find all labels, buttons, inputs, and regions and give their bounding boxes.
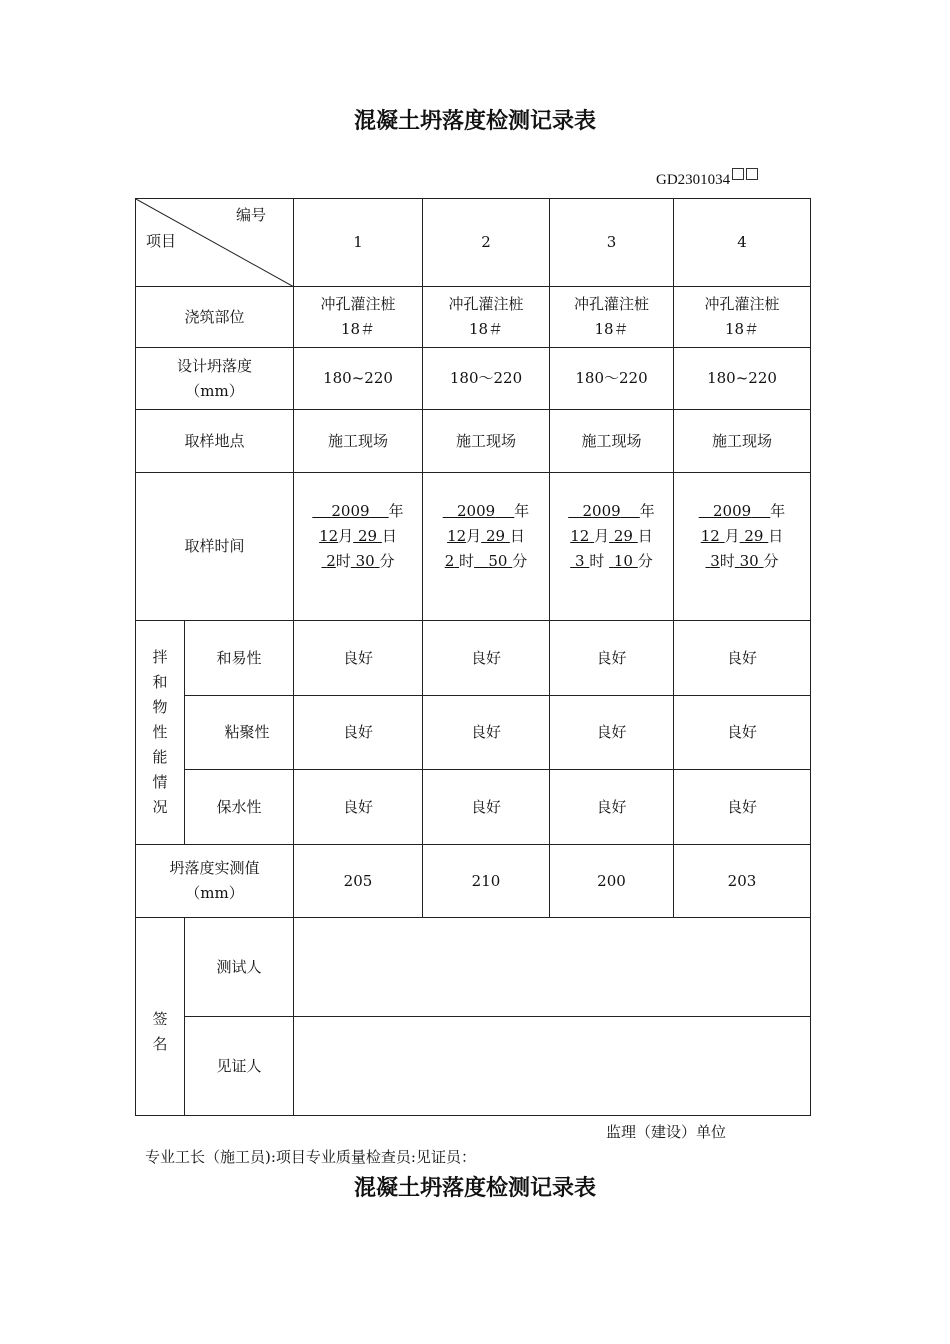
- unit: 月: [338, 527, 354, 545]
- row-label: 保水性: [185, 770, 294, 845]
- witness-label: 见证人: [185, 1017, 294, 1116]
- minute-value: 30: [355, 552, 375, 570]
- month-value: 12: [570, 527, 590, 545]
- row-label: [136, 845, 294, 918]
- measured-slump-cell: 200: [550, 845, 674, 918]
- label-line: 设计坍落度: [176, 356, 252, 375]
- water-retention-cell: 良好: [674, 770, 811, 845]
- supervisor-unit-label: 监理（建设）单位: [606, 1123, 727, 1141]
- water-retention-cell: 良好: [294, 770, 423, 845]
- sampling-site-cell: 施工现场: [423, 410, 550, 473]
- cohesion-cell: 良好: [674, 696, 811, 770]
- unit: 日: [768, 527, 784, 545]
- unit: 分: [512, 552, 528, 570]
- year-value: 2009: [713, 502, 752, 520]
- unit: 分: [637, 552, 653, 570]
- pour-location-cell: [550, 287, 674, 348]
- row-label: 粘聚性: [185, 696, 294, 770]
- minute-value: 50: [488, 552, 508, 570]
- row-header-label: 项目: [146, 232, 177, 250]
- sampling-site-cell: 施工现场: [550, 410, 674, 473]
- diagonal-header-cell: [136, 199, 294, 287]
- signature-group-label: 签 名: [136, 918, 185, 1116]
- sampling-site-row: [136, 410, 811, 473]
- row-label: [136, 348, 294, 410]
- column-number: 4: [674, 199, 811, 287]
- workability-cell: 良好: [294, 621, 423, 696]
- column-header-label: 编号: [236, 206, 267, 224]
- cell-line: 冲孔灌注桩: [573, 295, 649, 313]
- day-value: 29: [358, 527, 378, 545]
- water-retention-cell: 良好: [423, 770, 550, 845]
- hour-value: 2: [444, 552, 455, 570]
- sampling-site-cell: 施工现场: [294, 410, 423, 473]
- document-number-text: GD2301034: [656, 172, 731, 188]
- pour-location-cell: [294, 287, 423, 348]
- unit: 时: [719, 552, 735, 570]
- row-label: 和易性: [185, 621, 294, 696]
- mix-group-label: 拌 和 物 性 能 情 况: [136, 621, 185, 845]
- workability-cell: 良好: [550, 621, 674, 696]
- design-slump-row: [136, 348, 811, 410]
- unit: 时: [589, 552, 605, 570]
- pour-location-cell: [423, 287, 550, 348]
- design-slump-cell: 180～220: [550, 348, 674, 410]
- day-value: 29: [744, 527, 764, 545]
- year-value: 2009: [582, 502, 621, 520]
- unit: 日: [381, 527, 397, 545]
- document-number: [656, 168, 758, 189]
- tester-label: 测试人: [185, 918, 294, 1017]
- pour-location-row: [136, 287, 811, 348]
- unit: 年: [388, 502, 404, 520]
- column-number: 1: [294, 199, 423, 287]
- row-label: 取样时间: [136, 473, 294, 621]
- month-value: 12: [319, 527, 339, 545]
- year-value: 2009: [457, 502, 496, 520]
- cell-line: 18＃: [340, 320, 376, 338]
- sampling-time-row: [136, 473, 811, 621]
- day-value: 29: [613, 527, 633, 545]
- design-slump-cell: 180~220: [294, 348, 423, 410]
- month-value: 12: [700, 527, 720, 545]
- cell-line: 18＃: [724, 320, 760, 338]
- column-number: 2: [423, 199, 550, 287]
- cohesion-cell: 良好: [294, 696, 423, 770]
- month-value: 12: [447, 527, 467, 545]
- unit: 分: [379, 552, 395, 570]
- unit: 时: [335, 552, 351, 570]
- unit: 年: [770, 502, 786, 520]
- row-label: 浇筑部位: [136, 287, 294, 348]
- workability-cell: 良好: [674, 621, 811, 696]
- cohesion-row: [136, 696, 811, 770]
- tester-signature-field[interactable]: [294, 918, 811, 1017]
- unit: 分: [763, 552, 779, 570]
- label-line: （mm）: [185, 381, 244, 400]
- cell-line: 18＃: [594, 320, 629, 338]
- checkbox-icon: [732, 168, 744, 180]
- cell-line: 冲孔灌注桩: [448, 295, 524, 313]
- unit: 年: [514, 502, 530, 520]
- witness-signature-field[interactable]: [294, 1017, 811, 1116]
- pour-location-cell: [674, 287, 811, 348]
- label-line: 坍落度实测值: [169, 859, 260, 877]
- label-line: （mm）: [185, 884, 244, 902]
- sampling-site-cell: 施工现场: [674, 410, 811, 473]
- sampling-time-cell: [674, 473, 811, 621]
- header-row: [136, 199, 811, 287]
- cell-line: 冲孔灌注桩: [704, 295, 780, 313]
- cohesion-cell: 良好: [423, 696, 550, 770]
- water-retention-cell: 良好: [550, 770, 674, 845]
- water-retention-row: [136, 770, 811, 845]
- measured-slump-cell: 203: [674, 845, 811, 918]
- hour-value: 3: [710, 552, 720, 570]
- hour-value: 3: [574, 552, 585, 570]
- unit: 年: [639, 502, 655, 520]
- slump-record-table: [135, 198, 811, 1116]
- minute-value: 30: [739, 552, 759, 570]
- unit: 时: [459, 552, 475, 570]
- signers-line: 专业工长（施工员):项目专业质量检查员:见证员：: [145, 1148, 476, 1166]
- tester-row: [136, 918, 811, 1017]
- cell-line: 冲孔灌注桩: [320, 295, 396, 313]
- design-slump-cell: 180~220: [674, 348, 811, 410]
- page-title: 混凝土坍落度检测记录表: [353, 109, 596, 134]
- design-slump-cell: 180～220: [423, 348, 550, 410]
- sampling-time-cell: [423, 473, 550, 621]
- hour-value: 2: [326, 552, 336, 570]
- day-value: 29: [486, 527, 506, 545]
- cell-line: 18＃: [468, 320, 504, 338]
- measured-slump-cell: 205: [294, 845, 423, 918]
- unit: 月: [466, 527, 482, 545]
- unit: 日: [509, 527, 525, 545]
- measured-slump-cell: 210: [423, 845, 550, 918]
- minute-value: 10: [613, 552, 633, 570]
- unit: 月: [724, 527, 740, 545]
- row-label: 取样地点: [136, 410, 294, 473]
- cohesion-cell: 良好: [550, 696, 674, 770]
- checkbox-icon: [746, 168, 758, 180]
- column-number: 3: [550, 199, 674, 287]
- repeated-page-title: 混凝土坍落度检测记录表: [353, 1176, 596, 1201]
- workability-row: [136, 621, 811, 696]
- workability-cell: 良好: [423, 621, 550, 696]
- witness-row: [136, 1017, 811, 1116]
- sampling-time-cell: [550, 473, 674, 621]
- unit: 月: [594, 527, 610, 545]
- sampling-time-cell: [294, 473, 423, 621]
- measured-slump-row: [136, 845, 811, 918]
- year-value: 2009: [331, 502, 370, 520]
- unit: 日: [637, 527, 653, 545]
